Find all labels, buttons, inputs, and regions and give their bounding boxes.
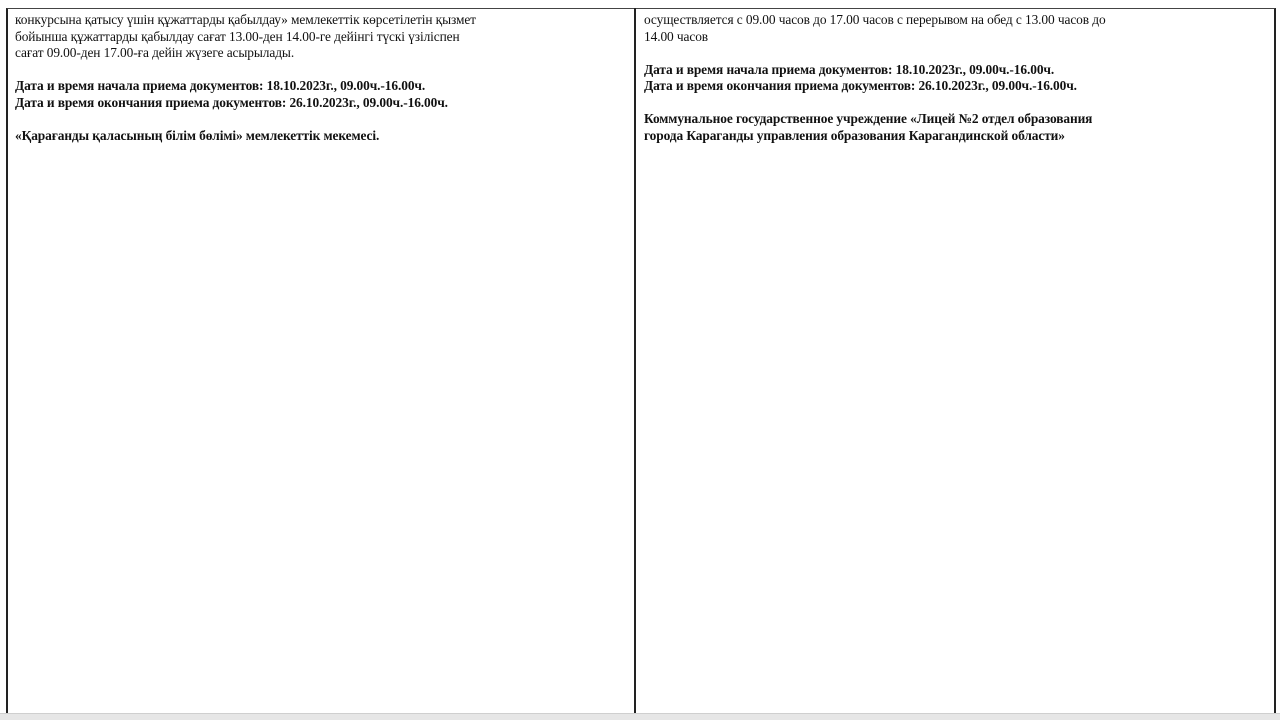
spacer [644, 95, 1269, 112]
left-intro-line-3: сағат 09.00-ден 17.00-ға дейін жүзеге асырылады. [15, 45, 295, 60]
left-column-kazakh [15, 12, 630, 144]
right-intro-line-1: осуществляется с 09.00 часов до 17.00 часов с перерывом на обед с 13.00 часов до [644, 12, 1106, 27]
spacer [15, 62, 630, 79]
left-end-date: Дата и время окончания приема документов: 26.10.2023г., 09.00ч.-16.00ч. [15, 94, 448, 110]
left-start-date: Дата и время начала приема документов: 18.10.2023г., 09.00ч.-16.00ч. [15, 78, 426, 93]
right-organization-line-1: Коммунальное государственное учреждение «Лицей №2 отдел образования [644, 111, 1093, 126]
left-organization: «Қарағанды қаласының білім бөлімі» мемлекеттік мекемесі. [15, 127, 380, 143]
left-intro-line-1: конкурсына қатысу үшін құжаттарды қабылдау» мемлекеттік көрсетілетін қызмет [15, 12, 476, 27]
left-intro-line-2: бойынша құжаттарды қабылдау сағат 13.00-ден 14.00-ге дейінгі түскі үзіліспен [15, 28, 460, 44]
right-end-date: Дата и время окончания приема документов: 26.10.2023г., 09.00ч.-16.00ч. [644, 78, 1077, 93]
column-divider [634, 8, 636, 714]
right-start-date: Дата и время начала приема документов: 18.10.2023г., 09.00ч.-16.00ч. [644, 61, 1055, 77]
right-organization-line-2: города Караганды управления образования Карагандинской области» [644, 127, 1065, 143]
viewer-bottom-edge [0, 713, 1280, 720]
right-intro-line-2: 14.00 часов [644, 28, 709, 44]
spacer [15, 111, 630, 128]
right-column-russian [644, 12, 1269, 144]
spacer [644, 45, 1269, 62]
